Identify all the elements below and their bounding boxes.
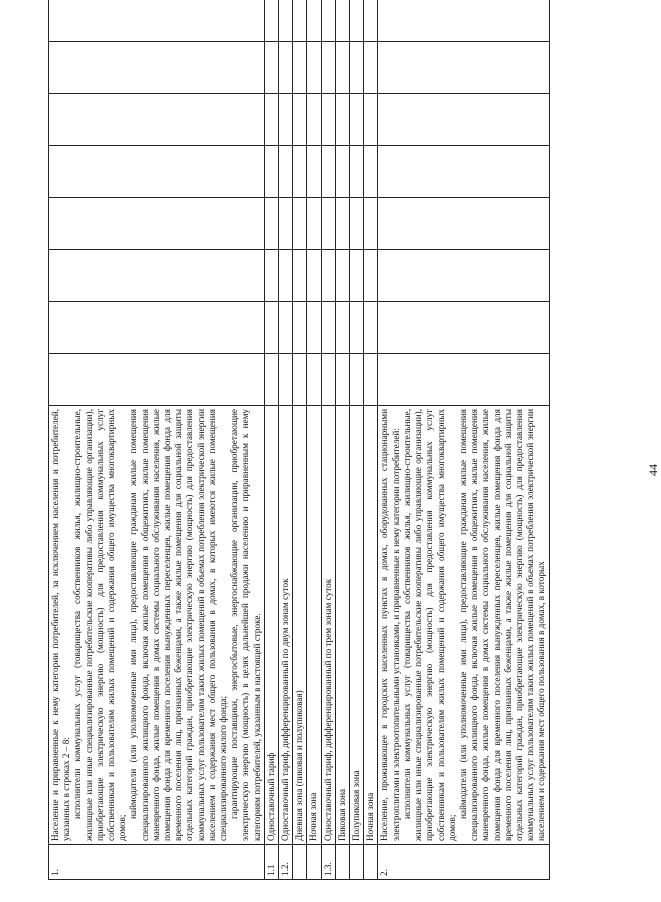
value-cell (321, 250, 335, 302)
row-number (293, 845, 307, 880)
value-cell (364, 42, 378, 94)
row-paragraph: наймодатели (или уполномоченные ими лица), предоставляющие гражданам жилые помещения специализированного жилищного фонда, включая жилые помещения в общежитиях, жилые помещения маневренного фонда, жилые помещения в домах системы социального обслуживания населения, жилые помещения фонда для временного поселения вынужденных переселенцев, жилые помещения фонда для временного поселения лиц, признанных беженцами, а также жилые помещения для социальной защиты отдельных категорий граждан, приобретающие электрическую энергию (мощность) для предоставления коммунальных услуг пользователям таких жилых помещений в объемах потребления электрической энергии населением и содержания мест общего пользования в домах, в которых имеются жилые помещения специализированного жилого фонда; (128, 409, 229, 841)
value-cell (364, 250, 378, 302)
value-cell (335, 0, 349, 42)
value-cell (321, 94, 335, 146)
table-row (279, 0, 293, 880)
value-cell (279, 0, 293, 42)
value-cell (49, 42, 265, 94)
value-cell (49, 302, 265, 354)
value-cell (293, 198, 307, 250)
row-description: Одноставочный тариф (264, 406, 278, 845)
value-cell (378, 354, 549, 406)
table-row (307, 0, 321, 880)
value-cell (364, 354, 378, 406)
value-cell (350, 94, 364, 146)
value-cell (49, 146, 265, 198)
value-cell (279, 250, 293, 302)
row-number: 1. (49, 845, 265, 880)
value-cell (293, 42, 307, 94)
table-row (378, 0, 549, 880)
value-cell (279, 302, 293, 354)
row-number (350, 845, 364, 880)
value-cell (364, 0, 378, 42)
value-cell (264, 198, 278, 250)
value-cell (335, 146, 349, 198)
row-number (364, 845, 378, 880)
row-number: 2. (378, 845, 549, 880)
value-cell (321, 146, 335, 198)
value-cell (279, 42, 293, 94)
value-cell (293, 146, 307, 198)
value-cell (350, 0, 364, 42)
value-cell (264, 42, 278, 94)
row-number: 1.1 (264, 845, 278, 880)
row-description: Одноставочный тариф, дифференцированный по двум зонам суток (279, 406, 293, 845)
row-paragraph: Население, проживающее в городских населенных пунктах в домах, оборудованных стационарными электроплитами и электроотопительными установками, и приравненные к нему категории потребителей: (379, 409, 401, 841)
value-cell (321, 0, 335, 42)
value-cell (293, 0, 307, 42)
value-cell (293, 250, 307, 302)
value-cell (307, 146, 321, 198)
value-cell (49, 198, 265, 250)
value-cell (321, 354, 335, 406)
value-cell (378, 250, 549, 302)
value-cell (335, 42, 349, 94)
rotated-sheet (48, 60, 660, 880)
value-cell (293, 354, 307, 406)
value-cell (378, 198, 549, 250)
value-cell (364, 302, 378, 354)
row-paragraph: Население и приравненные к нему категории потребителей, за исключением населения и потребителей, указанных в строках 2 – 8: (50, 409, 72, 841)
row-description: Дневная зона (пиковая и полупиковая) (293, 406, 307, 845)
row-description (378, 406, 549, 845)
table-row (350, 0, 364, 880)
value-cell (293, 94, 307, 146)
value-cell (279, 146, 293, 198)
value-cell (364, 146, 378, 198)
value-cell (279, 354, 293, 406)
value-cell (335, 198, 349, 250)
value-cell (307, 42, 321, 94)
value-cell (350, 354, 364, 406)
row-description: Пиковая зона (335, 406, 349, 845)
value-cell (307, 94, 321, 146)
value-cell (378, 302, 549, 354)
value-cell (378, 94, 549, 146)
value-cell (264, 146, 278, 198)
value-cell (49, 94, 265, 146)
row-description: Одноставочный тариф, дифференцированный по трем зонам суток (321, 406, 335, 845)
table-row (321, 0, 335, 880)
page-number: 44 (646, 464, 660, 476)
row-description (49, 406, 265, 845)
row-paragraph: исполнители коммунальных услуг (товарищества собственников жилья, жилищно-строительные, жилищные или иные специализированные потребительские кооперативы либо управляющие организации), приобретающие электрическую энергию (мощность) для предоставления коммунальных услуг собственникам и пользователям жилых помещений и содержания общего имущества многоквартирных домов; (401, 409, 457, 841)
row-paragraph: наймодатели (или уполномоченные ими лица), предоставляющие гражданам жилые помещения специализированного жилищного фонда, включая жилые помещения в общежитиях, жилые помещения маневренного фонда, жилые помещения в домах системы социального обслуживания населения, жилые помещения фонда для временного поселения вынужденных переселенцев, жилые помещения фонда для временного поселения лиц, признанных беженцами, а также жилые помещения для социальной защиты отдельных категорий граждан, приобретающие электрическую энергию (мощность) для предоставления коммунальных услуг пользователям таких жилых помещений в объемах потребления электрической энергии населением и содержания мест общего пользования в домах, в которых (457, 409, 547, 841)
value-cell (293, 302, 307, 354)
value-cell (307, 250, 321, 302)
value-cell (307, 302, 321, 354)
table-row (364, 0, 378, 880)
value-cell (307, 198, 321, 250)
table-row (264, 0, 278, 880)
value-cell (49, 0, 265, 42)
value-cell (321, 302, 335, 354)
row-paragraph: гарантирующие поставщики, энергосбытовые, энергоснабжающие организации, приобретающие электрическую энергию (мощность) в целях дальнейшей продажи населению и приравненным к нему категориям потребителей, указанным в настоящей строке. (229, 409, 262, 841)
value-cell (335, 302, 349, 354)
value-cell (350, 146, 364, 198)
row-number (335, 845, 349, 880)
value-cell (307, 0, 321, 42)
value-cell (307, 354, 321, 406)
value-cell (335, 354, 349, 406)
value-cell (378, 0, 549, 42)
row-number: 1.2. (279, 845, 293, 880)
value-cell (378, 42, 549, 94)
table-row (49, 0, 265, 880)
value-cell (264, 354, 278, 406)
value-cell (378, 146, 549, 198)
value-cell (364, 198, 378, 250)
value-cell (321, 42, 335, 94)
value-cell (350, 198, 364, 250)
value-cell (364, 94, 378, 146)
value-cell (279, 94, 293, 146)
row-description: Полупиковая зона (350, 406, 364, 845)
value-cell (49, 250, 265, 302)
value-cell (350, 250, 364, 302)
value-cell (350, 302, 364, 354)
row-description: Ночная зона (364, 406, 378, 845)
value-cell (264, 94, 278, 146)
row-paragraph: исполнители коммунальных услуг (товарищества собственников жилья, жилищно-строительные, жилищные или иные специализированные потребительские кооперативы либо управляющие организации), приобретающие электрическую энергию (мощность) для предоставления коммунальных услуг собственникам и пользователям жилых помещений и содержания общего имущества многоквартирных домов; (72, 409, 128, 841)
value-cell (321, 198, 335, 250)
value-cell (49, 354, 265, 406)
row-description: Ночная зона (307, 406, 321, 845)
row-number (307, 845, 321, 880)
value-cell (335, 94, 349, 146)
value-cell (264, 0, 278, 42)
value-cell (350, 42, 364, 94)
value-cell (279, 198, 293, 250)
table-row (335, 0, 349, 880)
value-cell (264, 250, 278, 302)
tariff-table (48, 0, 550, 880)
table-row (293, 0, 307, 880)
value-cell (335, 250, 349, 302)
value-cell (264, 302, 278, 354)
row-number: 1.3. (321, 845, 335, 880)
